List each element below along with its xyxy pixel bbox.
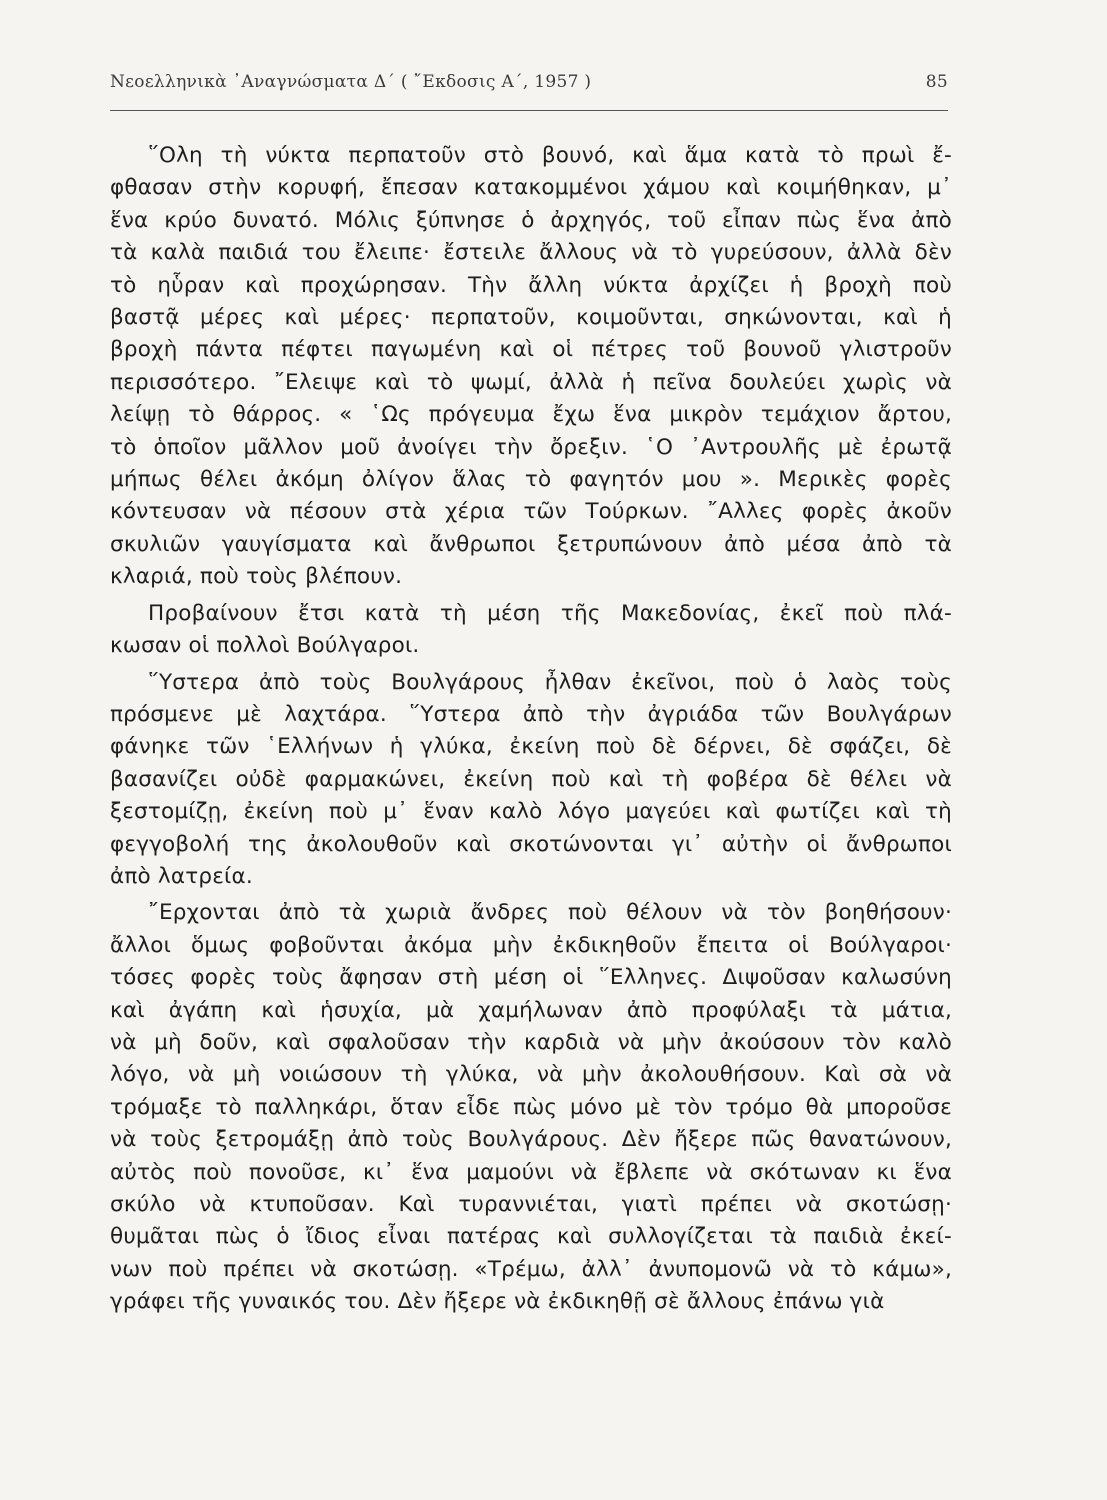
text-line: τρόμαξε τὸ παλληκάρι, ὅταν εἶδε πὼς μόνο μὲ τὸν τρόμο θὰ μποροῦσε	[110, 1094, 952, 1120]
text-line: τὸ ὁποῖον μᾶλλον μοῦ ἀνοίγει τὴν ὄρεξιν. ῾Ο ᾿Αντρουλῆς μὲ ἐρωτᾷ	[110, 434, 952, 460]
text-line: σκύλο νὰ κτυποῦσαν. Καὶ τυραννιέται, γιατὶ πρέπει νὰ σκοτώσῃ·	[110, 1192, 952, 1217]
text-line: μήπως θέλει ἀκόμη ὀλίγον ἅλας τὸ φαγητόν μου ». Μερικὲς φορὲς	[110, 467, 952, 493]
text-line: ἄλλοι ὅμως φοβοῦνται ἀκόμα μὴν ἐκδικηθοῦν ἔπειτα οἱ Βούλγαροι·	[110, 932, 952, 958]
text-line: ἕνα κρύο δυνατό. Μόλις ξύπνησε ὁ ἀρχηγός, τοῦ εἶπαν πὼς ἕνα ἀπὸ	[110, 207, 952, 233]
text-line: κόντευσαν νὰ πέσουν στὰ χέρια τῶν Τούρκων. ῎Αλλες φορὲς ἀκοῦν	[110, 499, 952, 525]
text-line: βασανίζει οὐδὲ φαρμακώνει, ἐκείνη ποὺ καὶ τὴ φοβέρα δὲ θέλει νὰ	[110, 766, 952, 792]
text-line: νων ποὺ πρέπει νὰ σκοτώσῃ. «Τρέμω, ἀλλ᾿ ἀνυπομονῶ νὰ τὸ κάμω»,	[110, 1256, 952, 1282]
text-line: φεγγοβολή της ἀκολουθοῦν καὶ σκοτώνονται γι᾿ αὐτὴν οἱ ἄνθρωποι	[110, 831, 952, 857]
text-line: καὶ ἀγάπη καὶ ἡσυχία, μὰ χαμήλωναν ἀπὸ προφύλαξι τὰ μάτια,	[110, 997, 952, 1023]
text-line: αὐτὸς ποὺ πονοῦσε, κι᾿ ἕνα μαμούνι νὰ ἔβλεπε νὰ σκότωναν κι ἕνα	[110, 1159, 952, 1185]
paragraph	[110, 598, 952, 663]
text-line: περισσότερο. ῎Ελειψε καὶ τὸ ψωμί, ἀλλὰ ἡ πεῖνα δουλεύει χωρὶς νὰ	[110, 369, 952, 395]
paragraph	[110, 140, 952, 594]
text-line: τὰ καλὰ παιδιά του ἔλειπε· ἔστειλε ἄλλους νὰ τὸ γυρεύσουν, ἀλλὰ δὲν	[110, 240, 952, 266]
paragraph	[110, 667, 952, 894]
text-line: σκυλιῶν γαυγίσματα καὶ ἄνθρωποι ξετρυπώνουν ἀπὸ μέσα ἀπὸ τὰ	[110, 531, 952, 557]
text-line: τόσες φορὲς τοὺς ἄφησαν στὴ μέση οἱ ῞Ελληνες. Διψοῦσαν καλωσύνη	[110, 965, 952, 991]
running-head-title: Νεοελληνικὰ ᾿Αναγνώσματα Δ΄ ( ῎Εκδοσις Α΄, 1957 )	[110, 72, 592, 92]
text-line: τὸ ηὗραν καὶ προχώρησαν. Τὴν ἄλλη νύκτα ἀρχίζει ἡ βροχὴ ποὺ	[110, 272, 952, 298]
text-line: ξεστομίζῃ, ἐκείνη ποὺ μ᾿ ἕναν καλὸ λόγο μαγεύει καὶ φωτίζει καὶ τὴ	[110, 799, 952, 825]
text-line: γράφει τῆς γυναικός του. Δὲν ἤξερε νὰ ἐκδικηθῇ σὲ ἄλλους ἐπάνω γιὰ	[110, 1289, 885, 1315]
header-rule	[110, 110, 948, 111]
text-line: ῞Υστερα ἀπὸ τοὺς Βουλγάρους ἦλθαν ἐκεῖνοι, ποὺ ὁ λαὸς τοὺς	[148, 669, 952, 695]
text-line: ῞Ολη τὴ νύκτα περπατοῦν στὸ βουνό, καὶ ἅμα κατὰ τὸ πρωὶ ἔ-	[148, 143, 952, 168]
text-line: κλαριά, ποὺ τοὺς βλέπουν.	[110, 564, 403, 590]
text-line: πρόσμενε μὲ λαχτάρα. ῞Υστερα ἀπὸ τὴν ἀγριάδα τῶν Βουλγάρων	[110, 701, 952, 727]
text-line: θυμᾶται πὼς ὁ ἴδιος εἶναι πατέρας καὶ συλλογίζεται τὰ παιδιὰ ἐκεί-	[110, 1224, 952, 1250]
running-head	[110, 72, 948, 98]
text-line: ῎Ερχονται ἀπὸ τὰ χωριὰ ἄνδρες ποὺ θέλουν νὰ τὸν βοηθήσουν·	[148, 900, 952, 926]
text-line: κωσαν οἱ πολλοὶ Βούλγαροι.	[110, 633, 420, 659]
text-line: λείψῃ τὸ θάρρος. « ῾Ως πρόγευμα ἔχω ἕνα μικρὸν τεμάχιον ἄρτου,	[110, 402, 952, 428]
text-line: νὰ μὴ δοῦν, καὶ σφαλοῦσαν τὴν καρδιὰ νὰ μὴν ἀκούσουν τὸν καλὸ	[110, 1029, 952, 1055]
text-line: φάνηκε τῶν ῾Ελλήνων ἡ γλύκα, ἐκείνη ποὺ δὲ δέρνει, δὲ σφάζει, δὲ	[110, 734, 952, 760]
text-line: βαστᾷ μέρες καὶ μέρες· περπατοῦν, κοιμοῦνται, σηκώνονται, καὶ ἡ	[110, 305, 952, 331]
text-line: φθασαν στὴν κορυφή, ἔπεσαν κατακομμένοι χάμου καὶ κοιμήθηκαν, μ᾿	[110, 175, 952, 201]
text-line: λόγο, νὰ μὴ νοιώσουν τὴ γλύκα, νὰ μὴν ἀκολουθήσουν. Καὶ σὰ νὰ	[110, 1062, 952, 1088]
paragraph	[110, 897, 952, 1318]
text-line: Προβαίνουν ἔτσι κατὰ τὴ μέση τῆς Μακεδονίας, ἐκεῖ ποὺ πλά-	[148, 600, 952, 626]
text-line: βροχὴ πάντα πέφτει παγωμένη καὶ οἱ πέτρες τοῦ βουνοῦ γλιστροῦν	[110, 337, 952, 363]
body-text	[110, 140, 952, 1319]
text-line: ἀπὸ λατρεία.	[110, 863, 253, 889]
text-line: νὰ τοὺς ξετρομάξῃ ἀπὸ τοὺς Βουλγάρους. Δὲν ἤξερε πῶς θανατώνουν,	[110, 1127, 952, 1153]
page-number: 85	[925, 72, 948, 92]
